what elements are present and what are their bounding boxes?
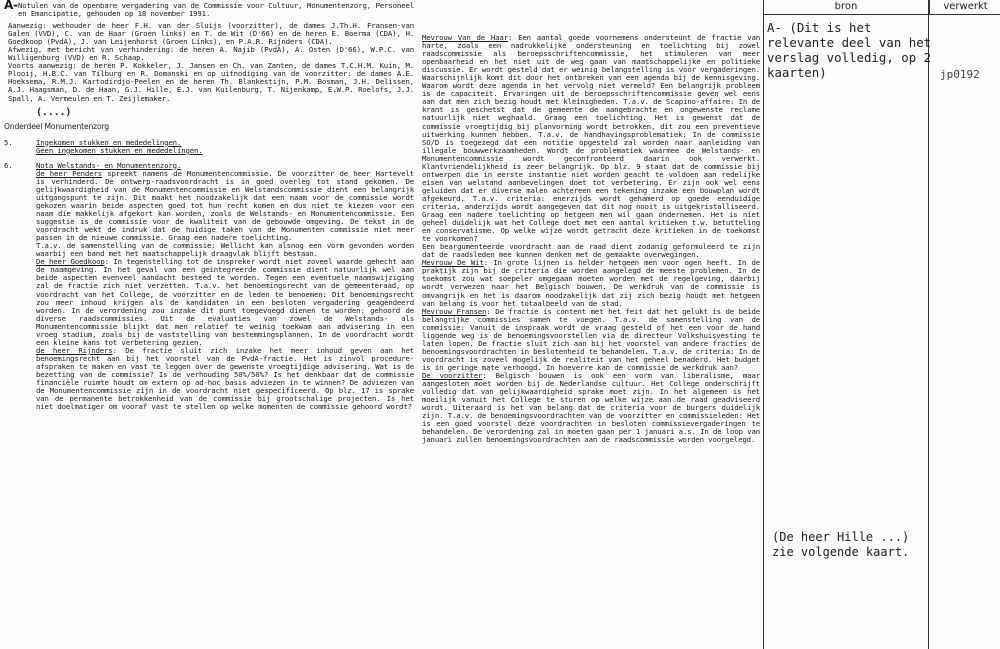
item-number: 5. (4, 137, 13, 147)
item-title: Nota Welstands- en Monumentenzorg. (36, 160, 182, 170)
statement-voorzitter (422, 372, 760, 444)
speaker-name: Mevrouw De Wit (422, 258, 484, 268)
statement-de-wit (422, 259, 760, 307)
statement-text: : De fractie is content met het feit dat het gelukt is de beide belangrijke commissies samen te voegen. T.a.v. de samenstelling van de commissie: Vanuit de inspraak wordt de vraag gesteld of het een voor de hand liggende weg is de benoemingsvoorstellen via de directeur Volkshuisvesting te laten lopen. De fractie sluit zich aan bij het voorstel van andere fracties de benoemingsvoordrachten in beslotenheid te behandelen. T.a.v. de criteria: In de voordracht is zoveel mogelijk de realiteit van het geheel benaderd. Het budget is in geringe mate verhoogd. In hoeverre kan de commissie de werkdruk aan? (422, 306, 760, 372)
section-marker: A- (4, 0, 18, 12)
speaker-name: de heer Penders (36, 168, 103, 178)
statement-text: : In grote lijnen is helder hetgeen men voor ogen heeft. In de praktijk zijn bij de criteria die worden aangelegd de meeste problemen. In de toekomst zou wat soepeler omgegaan moeten worden met de regelgeving, daarbij wordt verwezen naar het Belgisch bouwen. De werkdruk van de commissie is omvangrijk en het is daarom noodzakelijk dat zij zich bezig houdt met hetgeen van belang is voor het totaalbeeld van de stad. (422, 258, 760, 308)
section-title: Onderdeel Monumentenzorg (4, 121, 109, 131)
statement-text: T.a.v. de samenstelling van de commissie: Wellicht kan alsnog een vorm gevonden worden waarbij een band met het maatschappelijk draagvlak blijft bestaan. (36, 241, 414, 259)
attendance-also-present: Voorts aanwezig: de heren P. Kokkeler, J. Jansen en Ch. van Zanten, de dames T.C.H.M. Kuin, M. Plooij, H.B.C. van Tilburg en R. Domanski en op uitnodiging van de voorzitter: de dames A.E. Hoeksema, R.M.J. Kartodirdjo-Peelen en de heren Th. Blankestijn, P.M. Bosman, J.H. Delissen, A.J. Haagsman, D. de Haan, G.J. Hille, E.J. van Kuilenburg, T. Nijenkamp, E.W.P. Roelofs, J.J. Spall, A. Vermeulen en T. Zeijlemaker. (8, 61, 414, 103)
source-note: A- (Dit is het relevante deel van het verslag volledig, op 2 kaarten) (767, 20, 932, 80)
statement-goedkoop (36, 258, 414, 347)
statement-fransen (422, 308, 760, 372)
statement-penders (36, 170, 414, 242)
left-column (4, 2, 414, 411)
column-header-verwerkt: verwerkt (929, 0, 1000, 15)
omission-marker: (....) (36, 106, 72, 118)
speaker-name: Mevrouw Van de Haar (422, 33, 508, 42)
statement-text: : In tegenstelling tot de inspreker wordt niet zoveel waarde gehecht aan de naamgeving. In het geval van een geintegreerde commissie dient natuurlijk wel aan beide aspecten evenveel aandacht besteed te worden. Tegen een eventuele naamswijziging zal de fractie zich niet verzetten. T.a.v. het benoemingsrecht van de gemeenteraad, op voordracht van het College, de voorzitter en de leden te benoemen: Dit benoemingsrecht zou meer inhoud krijgen als de kandidaten in een besloten vergadering geagendeerd worden. In de verordening zou inzake dit punt toegevoegd dienen te worden: gehoord de diverse raadscommissies. Uit de evaluaties van zowel de Welstands- als Monumentencommissie blijkt dat men relatief te weinig toekwam aan advisering in een vroeg stadium, zoals bij de vaststelling van bestemmingsplannen. In de voordracht wordt een kleine kans tot verbetering gezien. (36, 257, 414, 347)
statement-text: spreekt namens de Monumentencommissie. De voorzitter de heer Hartevelt is verhinderd. De ontwerp-raadsvoordracht is in goed overleg tot stand gekomen. De gelijkwaardigheid van de Monumentencommissie en Welstandscommissie dient een belangrijk uitgangspunt te zijn. Dit maakt het noodzakelijk dat een naam voor de commissie wordt gekozen waarin beide aspecten goed tot hun recht komen en dus niet te kiezen voor een naam die makkelijk afgekort kan worden, zoals de Welstands- en Monumentencommissie. Een suggestie is de commissie voor de kwaliteit van de gebouwde omgeving. De tekst in de voordracht wekt de indruk dat de huidige taken van de Monumenten commissie niet meer passen in de nieuwe commissie. Graag een nadere toelichting. (36, 168, 414, 243)
agenda-item-6 (4, 162, 414, 411)
item-title: Ingekomen stukken en mededelingen. (36, 137, 182, 147)
statement-text: Een beargumenteerde voordracht aan de raad dient zodanig geformuleerd te zijn dat de raadsleden mee kunnen denken met de gemaakte overwegingen. (422, 242, 760, 260)
middle-column (422, 34, 760, 444)
attendance-present: Aanwezig: wethouder de heer F.H. van der Sluijs (voorzitter), de dames J.Th.H. Fransen-van Galen (VVD), C. van de Haar (Groen links) en T. de Wit (D'66) en de heren E. Boerma (CDA), H. Goedkoop (PvdA), J. van Leijenhorst (Groen Links), en P.A.R. Rijnders (CDA). (8, 21, 414, 47)
continuation-note: (De heer Hille ...) zie volgende kaart. (772, 530, 910, 559)
item-number: 6. (4, 160, 13, 170)
statement-text: : Een aantal goede voornemens ondersteunt de fractie van harte, zoals een nadrukkelijke ondersteuning en toelichting bij zowel raadscommissie als beroepsschriftencommissie, het stimuleren van meer openbaarheid en het niet uit de weg gaan van maatschappelijke en politieke discussie. Er wordt gesteld dat er weinig belangstelling is voor vergaderingen. Waarschijnlijk komt dit door het ontbreken van een agenda bij de kennisgeving. Waarom wordt deze agenda in het vervolg niet vermeld? Een belangrijk probleem is de capaciteit. Ervaringen uit de beroepsschriftencommissie geven wel eens aan dat men zich bezig houdt met kleinigheden. T.a.v. de Scapino-affaire: In de krant is geschetst dat de gemeente de aangebrachte en ongewenste reclame natuurlijk niet weghaald. Graag een toelichting. Het is gewenst dat de commissie vroegtijdig bij planvorming wordt betrokken, dit zou een preventieve uitwerking kunnen hebben. T.a.v. de handhavingsproblematiek: In de commissie SO/D is toegezegd dat een notitie opgesteld zal worden naar aanleiding van illegale bouwwerkzaamheden. Wordt de problematiek waarmee de Welstands- en Monumentencommissie wordt geconfronteerd daarin ook verwerkt. Klantvriendelijkheid is zeer belangrijk. Op blz. 9 staat dat de commissie bij ontwerpen die in eerste instantie niet worden geacht te voldoen aan redelijke eisen van welstand aanbevelingen doet tot verbetering. Er zijn ook wel eens geluiden dat er diverse malen achtereen een tekening inzake een bouwplan wordt afgekeurd. T.a.v. criteria: enerzijds wordt gehamerd op goede eenduidige criteria, anderzijds wordt aangegeven dat dit nog nooit is uitgekristalliseerd. Graag een nadere toelichting op hetgeen men wil gaan ondernemen. Het is niet geheel duidelijk wat het College doet met een aantal kritieken t.w. betutteling en conservatisme. Op welke wijze wordt getracht deze kritieken in de toekomst te voorkomen? (422, 33, 760, 244)
attendance-absent: Afwezig, met bericht van verhindering: de heren A. Najib (PvdA), A. Osten (D'66), W.P.C. van Willigenburg (VVD) en R. Schaap. (8, 45, 414, 63)
statement-text: : De fractie sluit zich inzake het meer inhoud geven aan het benoemingsrecht aan bij het voorstel van de PvdA-fractie. Het is zinvol procedure-afspraken te maken en vast te leggen over de gewenste vroegtijdige advisering. Wat is de bezetting van de commissie? Is de verhouding 50%/50%? Is het denkbaar dat de commissie financiële ruimte houdt om extern op ad-hoc basis adviezen in te winnen? De adviezen van de Monumentencommissie zijn in de voordracht niet gespecificeerd. Op blz. 17 is sprake van de permanente betrokkenheid van de commissie bij grootschalige projecten. Is het niet doelmatiger om vooraf vast te stellen op welke momenten de commissie gehoord wordt? (36, 345, 415, 412)
statement-text: : Belgisch bouwen is ook een vorm van liberalisme, maar aangesloten moet worden bij de Nederlandse cultuur. Het College onderschrijft volledig dat van gelijkwaardigheid sprake moet zijn. In het algemeen is het moeilijk vanuit het College te sturen op welke wijze aan de raad geadviseerd wordt. Uiteraard is het van belang dat de criteria voor de burgers duidelijk zijn. T.a.v. de benoemingsvoordrachten van de voorzitter en commissieleden: Het is een goed voorstel deze voordrachten in besloten commissievergaderingen te behandelen. De verordening zal in moeten gaan per 1 januari a.s. In de loop van januari zullen benoemingsvoordrachten aan de raadscommissie worden voorgelegd. (422, 370, 760, 445)
speaker-name: De heer Goedkoop (36, 257, 105, 267)
speaker-name: de heer Rijnders (36, 345, 113, 355)
item-subtitle: Geen ingekomen stukken en mededelingen. (36, 145, 203, 155)
agenda-item-5 (4, 139, 414, 155)
speaker-name: De voorzitter (422, 370, 483, 380)
speaker-name: Mevrouw Fransen (422, 306, 487, 316)
statement-van-de-haar (422, 34, 760, 243)
statement-rijnders (36, 347, 414, 411)
column-header-bron: bron (764, 0, 928, 15)
processed-code: jp0192 (940, 68, 980, 81)
document-header (4, 2, 414, 18)
document-title: Notulen van de openbare vergadering van de Commissie voor Cultuur, Monumentenzorg, Personeel en Emancipatie, gehouden op 18 november 1991. (18, 1, 414, 19)
